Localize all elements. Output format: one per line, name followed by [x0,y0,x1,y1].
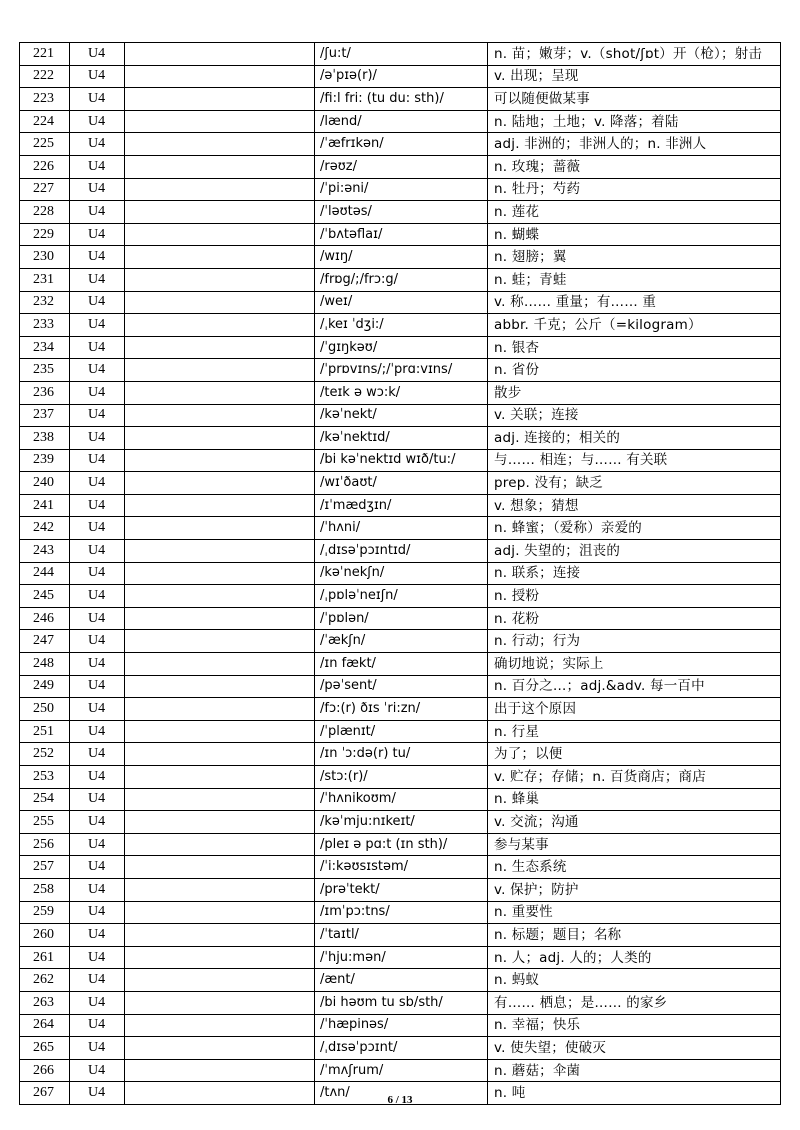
entry-number: 255 [20,811,70,834]
entry-word [125,833,315,856]
table-row [20,314,781,337]
entry-unit: U4 [70,336,125,359]
entry-number: 244 [20,562,70,585]
entry-meaning: v. 想象；猜想 [488,494,781,517]
entry-meaning: n. 省份 [488,359,781,382]
entry-unit: U4 [70,314,125,337]
entry-number: 264 [20,1014,70,1037]
entry-phonetic: /ˈhæpinəs/ [315,1014,488,1037]
entry-number: 262 [20,969,70,992]
entry-word [125,856,315,879]
entry-phonetic: /ˈləʊtəs/ [315,201,488,224]
entry-word [125,133,315,156]
entry-phonetic: /ˌdɪsəˈpɔɪnt/ [315,1037,488,1060]
entry-word [125,201,315,224]
table-row [20,969,781,992]
table-row [20,991,781,1014]
table-row [20,540,781,563]
entry-number: 232 [20,291,70,314]
table-row [20,133,781,156]
entry-unit: U4 [70,720,125,743]
entry-unit: U4 [70,540,125,563]
entry-word [125,178,315,201]
entry-unit: U4 [70,1037,125,1060]
table-row [20,562,781,585]
entry-number: 224 [20,110,70,133]
entry-meaning: n. 人；adj. 人的；人类的 [488,946,781,969]
entry-word [125,336,315,359]
table-row [20,291,781,314]
entry-number: 242 [20,517,70,540]
entry-phonetic: /wɪŋ/ [315,246,488,269]
entry-word [125,246,315,269]
entry-number: 236 [20,381,70,404]
entry-number: 231 [20,268,70,291]
entry-word [125,43,315,66]
entry-word [125,878,315,901]
entry-number: 225 [20,133,70,156]
entry-number: 246 [20,607,70,630]
entry-phonetic: /weɪ/ [315,291,488,314]
entry-meaning: n. 花粉 [488,607,781,630]
entry-word [125,607,315,630]
entry-phonetic: /ænt/ [315,969,488,992]
entry-phonetic: /ˈbʌtəflaɪ/ [315,223,488,246]
entry-word [125,585,315,608]
table-row [20,675,781,698]
table-row [20,223,781,246]
entry-phonetic: /rəʊz/ [315,155,488,178]
entry-number: 222 [20,65,70,88]
entry-phonetic: /stɔ:(r)/ [315,766,488,789]
entry-word [125,291,315,314]
entry-word [125,404,315,427]
entry-unit: U4 [70,585,125,608]
entry-meaning: 散步 [488,381,781,404]
entry-word [125,494,315,517]
entry-phonetic: /kəˈmju:nɪkeɪt/ [315,811,488,834]
entry-unit: U4 [70,788,125,811]
entry-number: 267 [20,1082,70,1105]
entry-meaning: n. 幸福；快乐 [488,1014,781,1037]
table-row [20,698,781,721]
entry-meaning: v. 交流；沟通 [488,811,781,834]
entry-unit: U4 [70,1059,125,1082]
entry-word [125,924,315,947]
table-row [20,65,781,88]
entry-number: 238 [20,427,70,450]
entry-meaning: n. 蚂蚁 [488,969,781,992]
table-row [20,653,781,676]
entry-unit: U4 [70,291,125,314]
table-row [20,201,781,224]
entry-unit: U4 [70,675,125,698]
entry-meaning: n. 蜂蜜；（爱称）亲爱的 [488,517,781,540]
entry-phonetic: /ˌdɪsəˈpɔɪntɪd/ [315,540,488,563]
entry-meaning: n. 行动；行为 [488,630,781,653]
entry-word [125,223,315,246]
entry-number: 239 [20,449,70,472]
entry-number: 223 [20,88,70,111]
table-row [20,155,781,178]
table-row [20,878,781,901]
entry-meaning: n. 牡丹；芍药 [488,178,781,201]
entry-number: 229 [20,223,70,246]
entry-phonetic: /bi həʊm tu sb/sth/ [315,991,488,1014]
entry-phonetic: /ˌkeɪ ˈdʒi:/ [315,314,488,337]
entry-meaning: n. 授粉 [488,585,781,608]
entry-word [125,1037,315,1060]
entry-unit: U4 [70,743,125,766]
entry-phonetic: /ˈæfrɪkən/ [315,133,488,156]
entry-meaning: n. 标题；题目；名称 [488,924,781,947]
table-row [20,449,781,472]
entry-number: 254 [20,788,70,811]
entry-word [125,88,315,111]
entry-phonetic: /prəˈtekt/ [315,878,488,901]
entry-word [125,743,315,766]
entry-phonetic: /ʃu:t/ [315,43,488,66]
entry-number: 250 [20,698,70,721]
entry-unit: U4 [70,991,125,1014]
vocabulary-table-body [20,43,781,1105]
table-row [20,630,781,653]
entry-number: 233 [20,314,70,337]
entry-number: 234 [20,336,70,359]
entry-unit: U4 [70,1082,125,1105]
entry-word [125,314,315,337]
table-row [20,946,781,969]
entry-phonetic: /ˈpi:əni/ [315,178,488,201]
entry-number: 266 [20,1059,70,1082]
entry-meaning: n. 蛙；青蛙 [488,268,781,291]
entry-meaning: adj. 非洲的；非洲人的；n. 非洲人 [488,133,781,156]
entry-word [125,449,315,472]
entry-unit: U4 [70,178,125,201]
entry-number: 228 [20,201,70,224]
entry-phonetic: /ɪn fækt/ [315,653,488,676]
entry-unit: U4 [70,698,125,721]
entry-unit: U4 [70,766,125,789]
entry-phonetic: /kəˈnektɪd/ [315,427,488,450]
table-row [20,901,781,924]
table-row [20,788,781,811]
table-row [20,110,781,133]
entry-phonetic: /ɪmˈpɔ:tns/ [315,901,488,924]
entry-meaning: v. 使失望；使破灭 [488,1037,781,1060]
entry-meaning: adj. 连接的；相关的 [488,427,781,450]
entry-number: 260 [20,924,70,947]
entry-unit: U4 [70,359,125,382]
entry-number: 226 [20,155,70,178]
entry-number: 257 [20,856,70,879]
entry-word [125,969,315,992]
entry-number: 247 [20,630,70,653]
entry-unit: U4 [70,969,125,992]
entry-phonetic: /ˈplænɪt/ [315,720,488,743]
entry-phonetic: /frɒg/;/frɔ:g/ [315,268,488,291]
entry-unit: U4 [70,562,125,585]
entry-meaning: n. 蜂巢 [488,788,781,811]
entry-meaning: v. 保护；防护 [488,878,781,901]
entry-phonetic: /kəˈnekʃn/ [315,562,488,585]
entry-number: 256 [20,833,70,856]
entry-meaning: 可以随便做某事 [488,88,781,111]
entry-number: 251 [20,720,70,743]
entry-word [125,65,315,88]
table-row [20,1037,781,1060]
entry-number: 263 [20,991,70,1014]
entry-unit: U4 [70,946,125,969]
entry-phonetic: /ˈi:kəʊsɪstəm/ [315,856,488,879]
entry-meaning: n. 生态系统 [488,856,781,879]
entry-unit: U4 [70,653,125,676]
table-row [20,88,781,111]
entry-phonetic: /fɔ:(r) ðɪs ˈri:zn/ [315,698,488,721]
entry-word [125,1059,315,1082]
entry-word [125,788,315,811]
entry-word [125,766,315,789]
entry-phonetic: /kəˈnekt/ [315,404,488,427]
entry-word [125,653,315,676]
entry-number: 253 [20,766,70,789]
entry-number: 259 [20,901,70,924]
entry-word [125,359,315,382]
entry-phonetic: /ˈhʌnikoʊm/ [315,788,488,811]
entry-meaning: 出于这个原因 [488,698,781,721]
table-row [20,404,781,427]
table-row [20,43,781,66]
entry-unit: U4 [70,811,125,834]
table-row [20,766,781,789]
entry-unit: U4 [70,43,125,66]
table-row [20,1059,781,1082]
entry-number: 252 [20,743,70,766]
entry-word [125,946,315,969]
entry-meaning: n. 玫瑰；蔷薇 [488,155,781,178]
entry-word [125,698,315,721]
entry-phonetic: /tʌn/ [315,1082,488,1105]
entry-unit: U4 [70,155,125,178]
table-row [20,359,781,382]
entry-meaning: n. 翅膀；翼 [488,246,781,269]
table-row [20,517,781,540]
entry-phonetic: /əˈpɪə(r)/ [315,65,488,88]
entry-unit: U4 [70,472,125,495]
table-row [20,856,781,879]
entry-meaning: abbr. 千克；公斤（=kilogram） [488,314,781,337]
entry-phonetic: /ˈhʌni/ [315,517,488,540]
entry-number: 235 [20,359,70,382]
entry-phonetic: /ˌpɒləˈneɪʃn/ [315,585,488,608]
entry-phonetic: /bi kəˈnektɪd wɪð/tu:/ [315,449,488,472]
entry-unit: U4 [70,88,125,111]
entry-meaning: n. 苗；嫩芽；v.（shot/ʃɒt）开（枪）；射击 [488,43,781,66]
entry-meaning: v. 关联；连接 [488,404,781,427]
entry-phonetic: /ˈgɪŋkəʊ/ [315,336,488,359]
entry-meaning: n. 蝴蝶 [488,223,781,246]
entry-number: 249 [20,675,70,698]
entry-unit: U4 [70,246,125,269]
page-number: 6 / 13 [387,1094,413,1106]
entry-meaning: n. 重要性 [488,901,781,924]
entry-meaning: 有…… 栖息；是…… 的家乡 [488,991,781,1014]
entry-unit: U4 [70,878,125,901]
entry-phonetic: /ˈprɒvɪns/;/ˈprɑ:vɪns/ [315,359,488,382]
entry-unit: U4 [70,449,125,472]
table-row [20,427,781,450]
entry-phonetic: /ɪˈmædʒɪn/ [315,494,488,517]
entry-number: 240 [20,472,70,495]
entry-word [125,381,315,404]
entry-number: 221 [20,43,70,66]
entry-number: 245 [20,585,70,608]
entry-meaning: n. 银杏 [488,336,781,359]
entry-word [125,630,315,653]
entry-unit: U4 [70,924,125,947]
table-row [20,381,781,404]
entry-word [125,268,315,291]
entry-unit: U4 [70,201,125,224]
entry-number: 227 [20,178,70,201]
entry-phonetic: /ˈpɒlən/ [315,607,488,630]
table-row [20,924,781,947]
entry-phonetic: /pleɪ ə pɑ:t (ɪn sth)/ [315,833,488,856]
entry-phonetic: /pəˈsent/ [315,675,488,698]
entry-meaning: n. 吨 [488,1082,781,1105]
entry-unit: U4 [70,517,125,540]
entry-unit: U4 [70,494,125,517]
entry-phonetic: /ˈtaɪtl/ [315,924,488,947]
entry-unit: U4 [70,427,125,450]
entry-number: 261 [20,946,70,969]
entry-meaning: v. 贮存；存储；n. 百货商店；商店 [488,766,781,789]
entry-unit: U4 [70,607,125,630]
entry-number: 243 [20,540,70,563]
entry-number: 241 [20,494,70,517]
entry-unit: U4 [70,856,125,879]
entry-word [125,991,315,1014]
entry-phonetic: /ˈækʃn/ [315,630,488,653]
table-row [20,178,781,201]
entry-meaning: n. 陆地；土地；v. 降落；着陆 [488,110,781,133]
entry-meaning: 为了；以便 [488,743,781,766]
entry-unit: U4 [70,268,125,291]
table-row [20,246,781,269]
entry-meaning: v. 出现；呈现 [488,65,781,88]
table-row [20,720,781,743]
entry-unit: U4 [70,630,125,653]
entry-number: 230 [20,246,70,269]
entry-meaning: 与…… 相连；与…… 有关联 [488,449,781,472]
entry-phonetic: /ɪn ˈɔ:də(r) tu/ [315,743,488,766]
entry-unit: U4 [70,833,125,856]
entry-meaning: adj. 失望的；沮丧的 [488,540,781,563]
entry-word [125,472,315,495]
entry-unit: U4 [70,110,125,133]
entry-word [125,811,315,834]
table-row [20,494,781,517]
entry-unit: U4 [70,404,125,427]
table-row [20,607,781,630]
entry-number: 248 [20,653,70,676]
entry-word [125,427,315,450]
entry-meaning: n. 莲花 [488,201,781,224]
entry-phonetic: /ˈmʌʃrum/ [315,1059,488,1082]
entry-word [125,517,315,540]
entry-meaning: v. 称…… 重量；有…… 重 [488,291,781,314]
table-row [20,268,781,291]
entry-word [125,155,315,178]
entry-unit: U4 [70,65,125,88]
entry-word [125,675,315,698]
entry-meaning: n. 行星 [488,720,781,743]
table-row [20,811,781,834]
entry-phonetic: /teɪk ə wɔ:k/ [315,381,488,404]
entry-word [125,901,315,924]
table-row [20,1014,781,1037]
entry-word [125,540,315,563]
entry-unit: U4 [70,381,125,404]
entry-phonetic: /fi:l fri: (tu du: sth)/ [315,88,488,111]
entry-unit: U4 [70,901,125,924]
entry-number: 265 [20,1037,70,1060]
entry-number: 237 [20,404,70,427]
entry-meaning: n. 联系；连接 [488,562,781,585]
entry-number: 258 [20,878,70,901]
entry-meaning: 确切地说；实际上 [488,653,781,676]
table-row [20,585,781,608]
table-row [20,472,781,495]
entry-meaning: n. 蘑菇；伞菌 [488,1059,781,1082]
entry-unit: U4 [70,1014,125,1037]
vocabulary-table [19,42,781,1105]
table-row [20,336,781,359]
entry-phonetic: /ˈhju:mən/ [315,946,488,969]
entry-meaning: prep. 没有；缺乏 [488,472,781,495]
entry-unit: U4 [70,133,125,156]
table-row [20,833,781,856]
entry-word [125,110,315,133]
entry-meaning: 参与某事 [488,833,781,856]
entry-word [125,1014,315,1037]
entry-word [125,720,315,743]
entry-phonetic: /lænd/ [315,110,488,133]
entry-phonetic: /wɪˈðaʊt/ [315,472,488,495]
entry-word [125,562,315,585]
entry-meaning: n. 百分之…；adj.&adv. 每一百中 [488,675,781,698]
table-row [20,743,781,766]
entry-unit: U4 [70,223,125,246]
